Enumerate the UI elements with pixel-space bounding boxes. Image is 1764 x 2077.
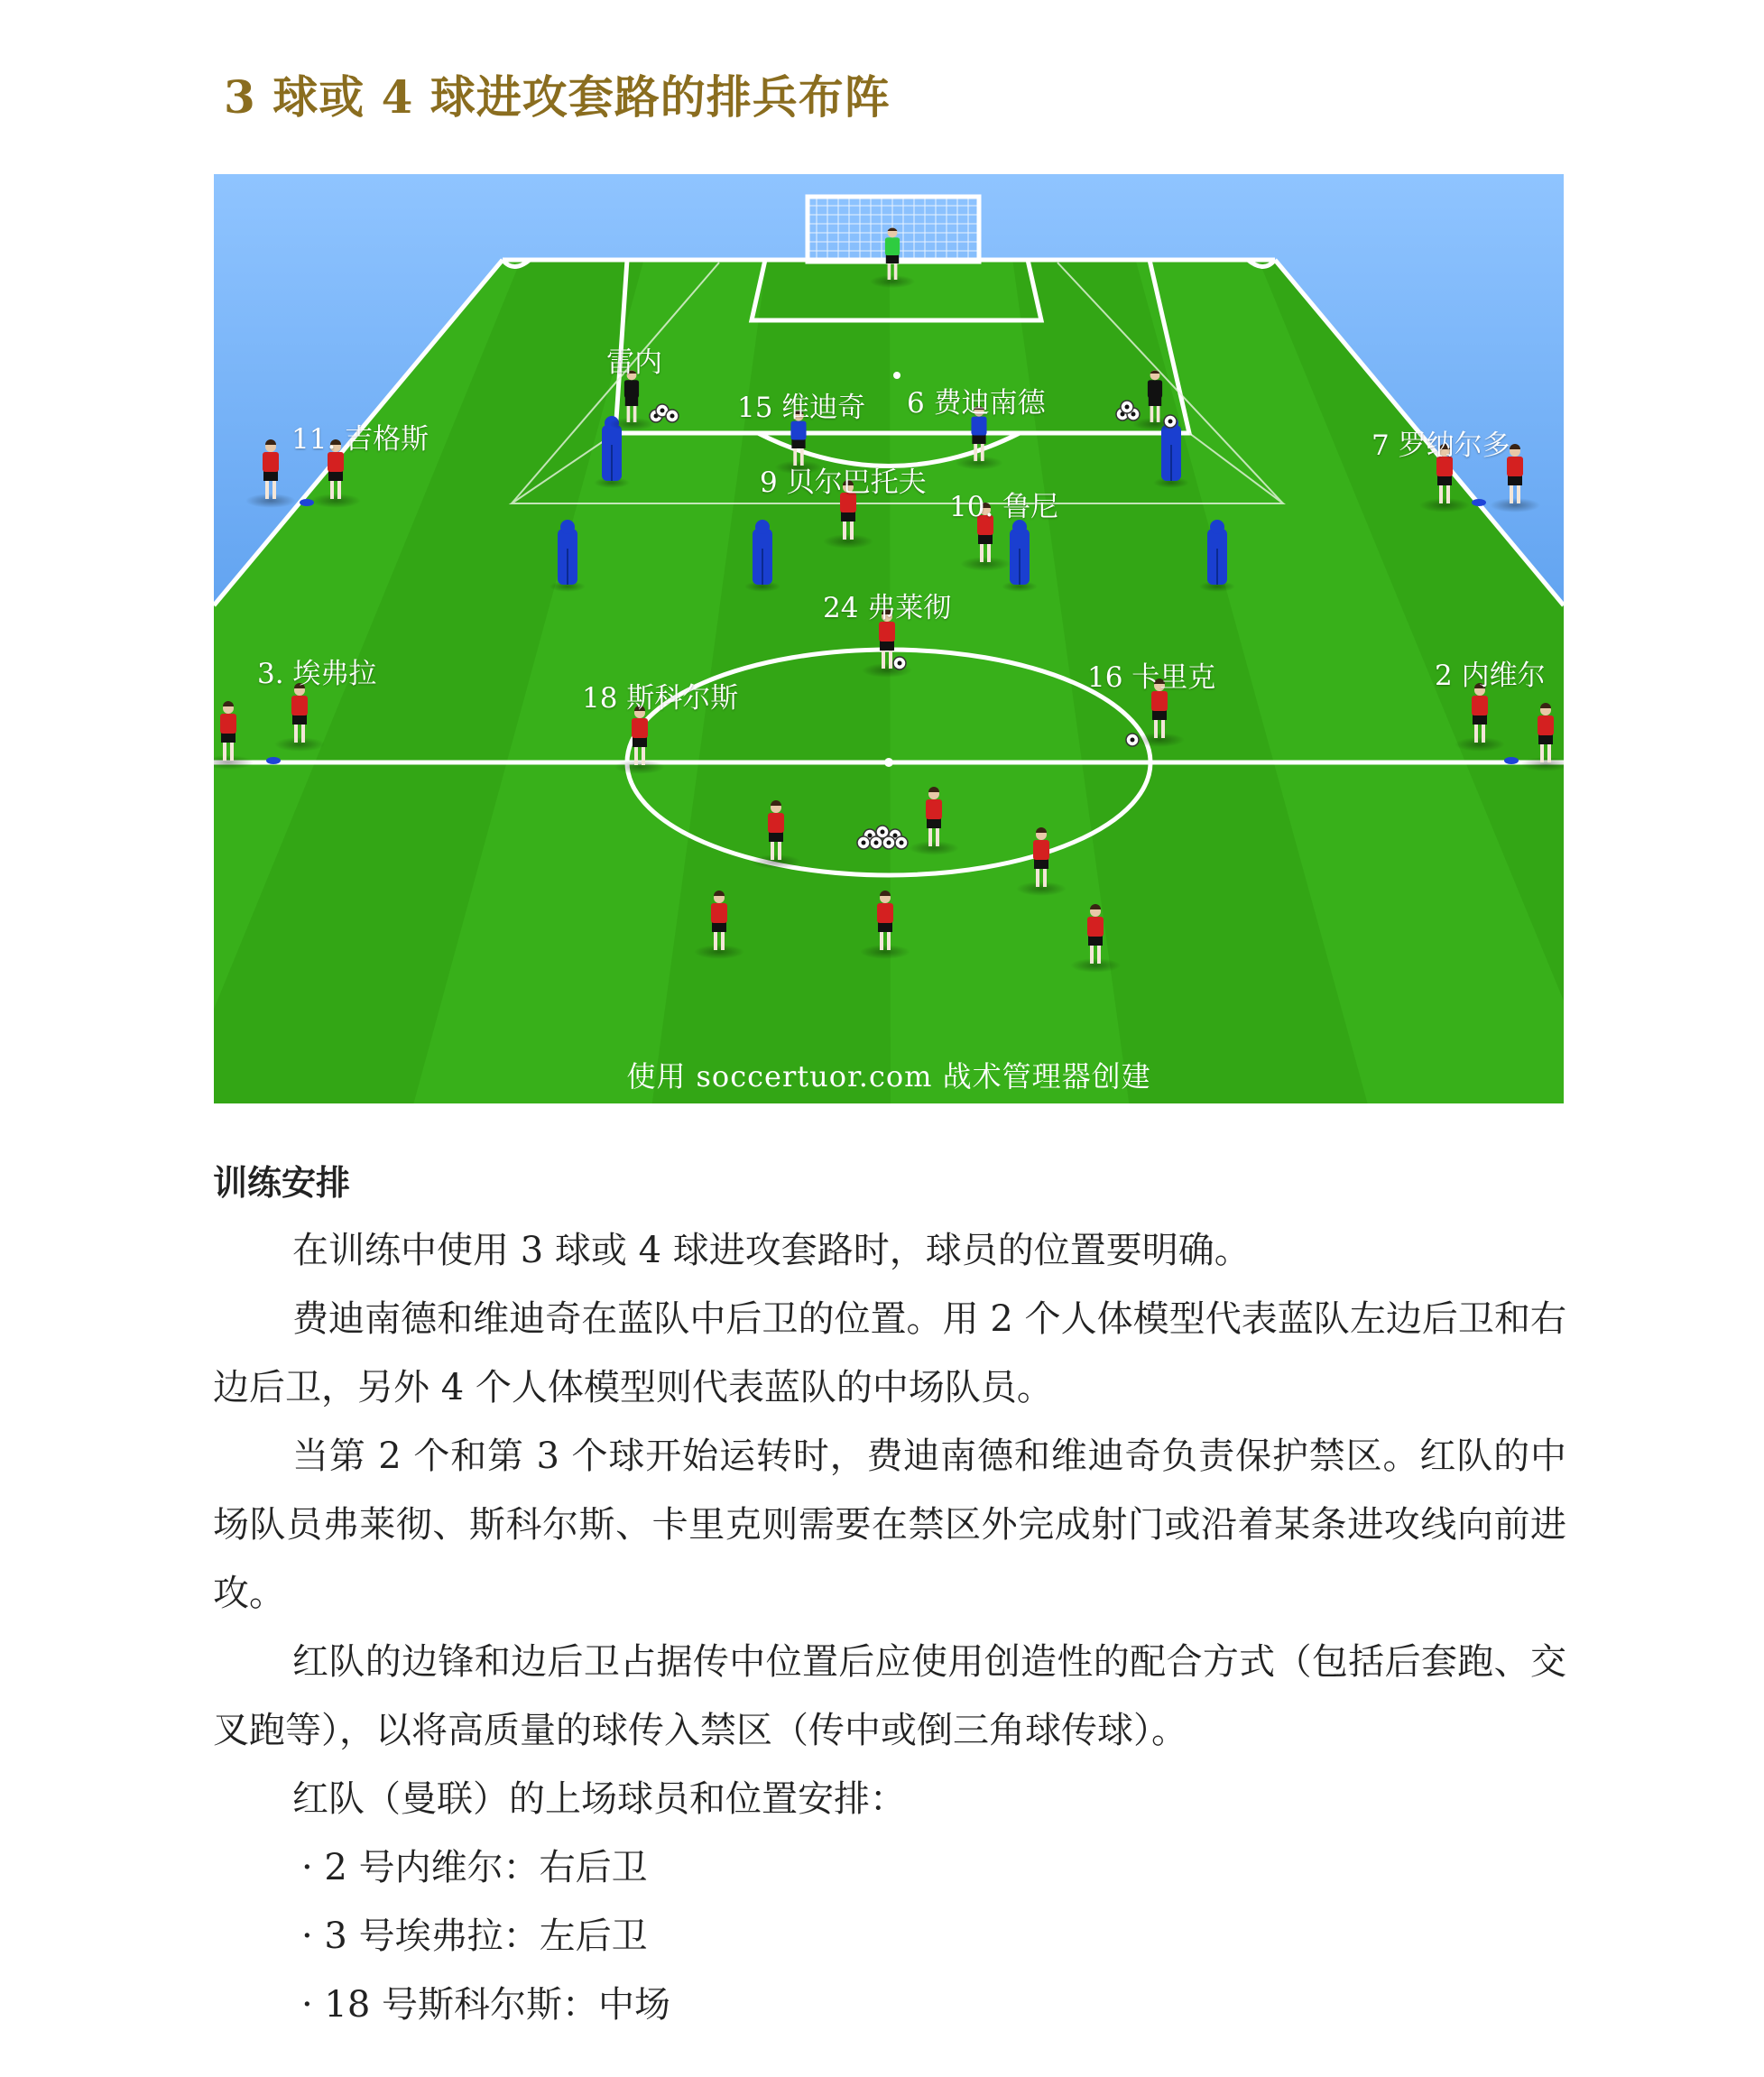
diagram-credit: 使用 soccertuor.com 战术管理器创建 [626,1059,1151,1094]
body-text [213,1216,1566,2039]
ball [870,836,882,849]
label-nani: 7 罗纳尔多 [1371,429,1510,462]
label-carrick: 16 卡里克 [1087,661,1216,694]
ball [1121,401,1133,413]
tactics-diagram [214,174,1564,1103]
cone [1472,499,1486,506]
pitch-svg [214,174,1564,1103]
cone [1504,757,1519,764]
ball [1126,734,1139,746]
penalty-spot [893,372,900,379]
label-fletcher: 24 弗莱彻 [823,592,952,624]
section-heading: 训练安排 [213,1163,351,1203]
label-giggs: 11. 吉格斯 [291,423,429,456]
label-ferdinand: 6 费迪南德 [907,387,1046,420]
ball [857,836,870,849]
label-evra: 3. 埃弗拉 [257,658,377,690]
cone [266,757,281,764]
page-title: 3 球或 4 球进攻套路的排兵布阵 [224,70,891,124]
paragraph: 费迪南德和维迪奇在蓝队中后卫的位置。用 2 个人体模型代表蓝队左边后卫和右边后卫，另外 4 个人体模型则代表蓝队的中场队员。 [213,1298,1566,1408]
ball [882,836,895,849]
ball [666,410,679,422]
cone [300,499,314,506]
label-scholes: 18 斯科尔斯 [582,682,739,715]
label-rene: 雷内 [606,346,662,379]
paragraph: 当第 2 个和第 3 个球开始运转时，费迪南德和维迪奇负责保护禁区。红队的中场队员弗莱彻、斯科尔斯、卡里克则需要在禁区外完成射门或沿着某条进攻线向前进攻。 [213,1435,1566,1614]
ball [893,657,906,669]
paragraph: 红队的边锋和边后卫占据传中位置后应使用创造性的配合方式（包括后套跑、交叉跑等），以将高质量的球传入禁区（传中或倒三角球传球）。 [213,1641,1566,1751]
label-vidic: 15 维迪奇 [737,392,866,424]
label-berbatov: 9 贝尔巴托夫 [760,466,927,499]
ball [895,836,908,849]
paragraph: 在训练中使用 3 球或 4 球进攻套路时，球员的位置要明确。 [292,1230,1251,1271]
list-item: · 18 号斯科尔斯：中场 [301,1984,671,2026]
label-rooney: 10. 鲁尼 [949,491,1059,523]
label-neville: 2 内维尔 [1435,660,1546,692]
list-item: · 3 号埃弗拉：左后卫 [301,1915,648,1957]
ball [1164,415,1177,428]
centre-spot [884,758,893,767]
list-item: · 2 号内维尔：右后卫 [301,1847,648,1888]
paragraph: 红队（曼联）的上场球员和位置安排： [292,1778,906,1820]
